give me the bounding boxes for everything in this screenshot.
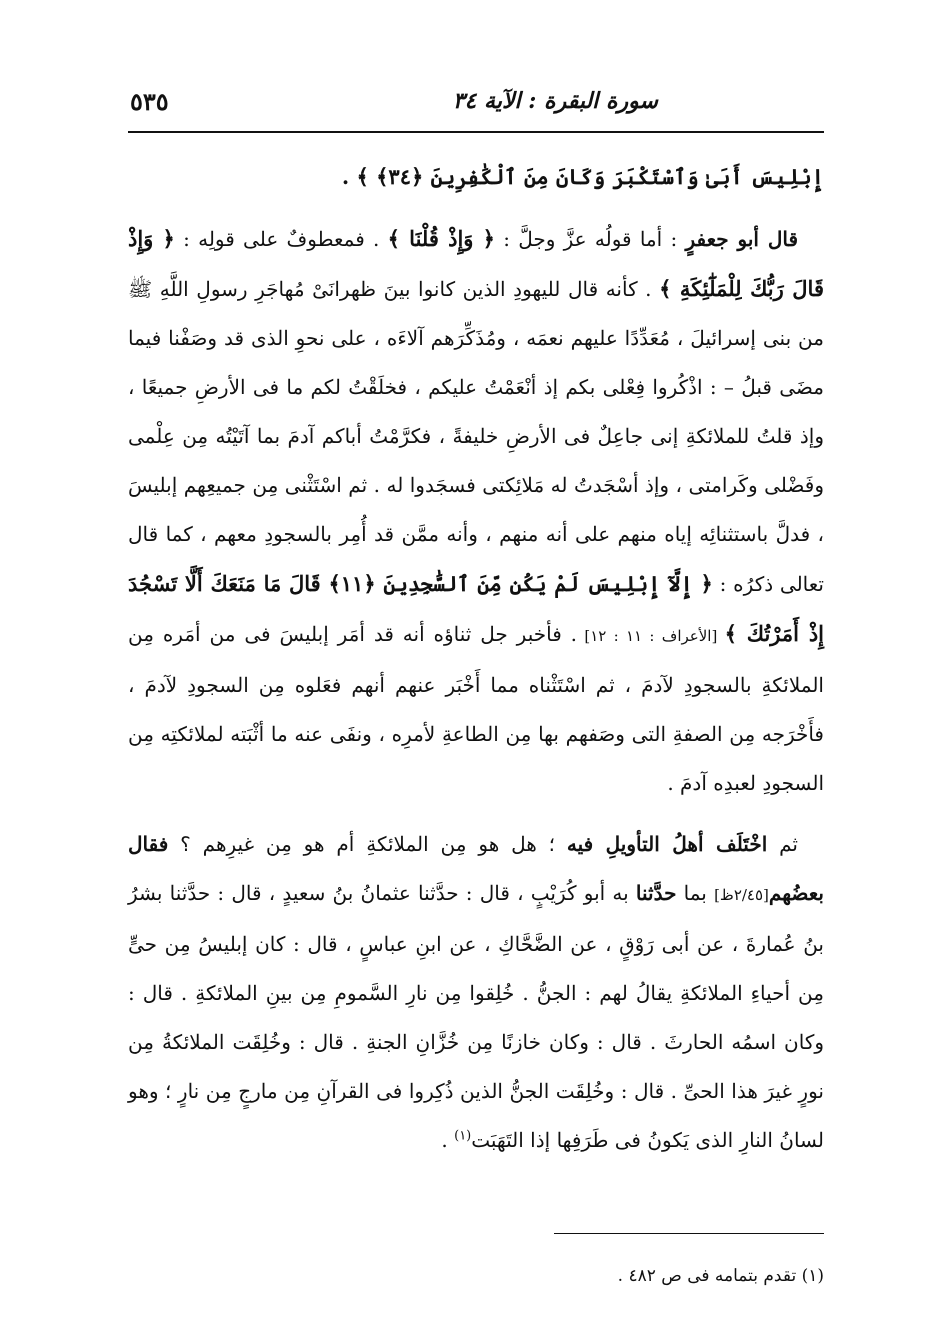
text-run: . كأنه قال لليهودِ الذين كانوا بينَ ظهرانَىْ مُهاجَرِ رسولِ اللَّهِ ﷺ من بنى إسرائيلَ ، مُعَدِّدًا عليهم نعمَه ، ومُذَكِّرَهم آلاءَه ، على نحوِ الذى قد وصَفْنا فيما مضَى قبلُ – : اذْكُروا فِعْلى بكم إذ أنْعَمْتُ عليكم ، فخلَقْتُ لكم ما فى الأرضِ جميعًا ، وإذ قلتُ للملائكةِ إنى جاعِلٌ فى الأرضِ خليفةً ، فكرَّمْتُ أباكم آدمَ بما آتَيْتُه مِن عِلْمى وفَضْلى وكَرامتى ، وإذ أسْجَدتُ له مَلائِكتى فسجَدوا له . ثم اسْتَثْنى مِن جميعِهم إبليسَ ، فدلَّ باستثنائِه إياه منهم على أنه منهم ، وأنه ممَّن قد أُمِر بالسجودِ معهم ، كما قال تعالى ذكرُه :: [128, 277, 824, 596]
page-number: ٥٣٥: [130, 86, 169, 116]
bold-phrase: اخْتَلَف أهلُ التأويلِ فيه: [566, 832, 768, 856]
paragraph-verse-continuation: [128, 152, 824, 202]
footnote-rule: [554, 1233, 824, 1234]
footnote: (١) تقدم بتمامه فى ص ٤٨٢ .: [617, 1266, 824, 1286]
text-run: ؛ هل هو مِن الملائكةِ أم هو مِن غيرِهم ؟: [168, 832, 567, 856]
text-run: : أما قولُه عزَّ وجلَّ :: [494, 227, 686, 251]
paragraph-disagreement: [128, 820, 824, 1165]
quran-quote: ﴿ وَإِذْ قَالَ رَبُّكَ لِلْمَلَٰٓئِكَةِ ﴾: [128, 226, 824, 301]
footnote-marker: (١): [454, 1128, 472, 1144]
text-run: .: [441, 1128, 455, 1152]
header-rule: [128, 131, 824, 133]
text-run: به أبو كُرَيْبٍ ، قال : حدَّثنا عثمانُ بنُ سعيدٍ ، قال : حدَّثنا بشرُ بنُ عُمارةَ ، عن أبى رَوْقٍ ، عن الضَّحَّاكِ ، عن ابنِ عباسٍ ، قال : كان إبليسُ مِن حىٍّ مِن أحياءِ الملائكةِ يقالُ لهم : الجنُّ . خُلِقوا مِن نارِ السَّمومِ مِن بينِ الملائكةِ . قال : وكان اسمُه الحارثَ . قال : وكان خازنًا مِن خُزَّانِ الجنةِ . قال : وخُلِقَت الملائكةُ مِن نورٍ غيرَ هذا الحىِّ . قال : وخُلِقَت الجنُّ الذين ذُكِروا فى القرآنِ مِن مارجٍ مِن نارٍ ؛ وهو لسانُ النارِ الذى يَكونُ فى طَرَفِها إذا التَهَبَت: [128, 881, 824, 1152]
quran-quote: ﴿ إِلَّآ إِبْلِيسَ لَمْ يَكُن مِّنَ ٱلسَّٰجِدِينَ ﴿١١﴾ قَالَ مَا مَنَعَكَ أَلَّا تَسْجُدَ إِذْ أَمَرْتُكَ ﴾: [128, 571, 825, 646]
text-run: بما: [676, 881, 715, 905]
running-head: سورة البقرة : الآية ٣٤: [452, 88, 658, 114]
main-text: [128, 152, 824, 1165]
quran-quote: ﴿ وَإِذْ قُلْنَا ﴾: [387, 226, 495, 251]
bold-phrase: فقال بعضُهم: [128, 832, 824, 905]
text-run: ثم: [767, 832, 799, 856]
speaker-name: قال أبو جعفرٍ: [685, 227, 798, 251]
page-header: [130, 78, 822, 124]
text-run: . فمعطوفٌ على قولِه :: [174, 227, 388, 251]
bold-phrase: حدَّثنا: [635, 881, 677, 905]
quran-verse: إِبْلِيسَ أَبَىٰ وَٱسْتَكْبَرَ وَكَانَ مِنَ ٱلْكَٰفِرِينَ ﴿٣٤﴾ ﴾ .: [341, 164, 824, 189]
paragraph-commentary: [128, 214, 824, 808]
text-run: . فأخبر جل ثناؤه أنه قد أمَر إبليسَ فى من أمَره مِن الملائكةِ بالسجودِ لآدمَ ، ثم اسْتَثْناه مما أَخْبَر عنهم أنهم فعَلوه مِن السجودِ لآدمَ ، فأَخْرَجه مِن الصفةِ التى وصَفهم بها مِن الطاعةِ لأمرِه ، ونفَى عنه ما أثْبَته لملائكتِه مِن السجودِ لعبدِه آدمَ .: [128, 622, 824, 795]
manuscript-reference: [٢/٤٥ظ]: [714, 886, 769, 904]
verse-reference: [الأعراف : ١١ : ١٢]: [577, 627, 725, 645]
